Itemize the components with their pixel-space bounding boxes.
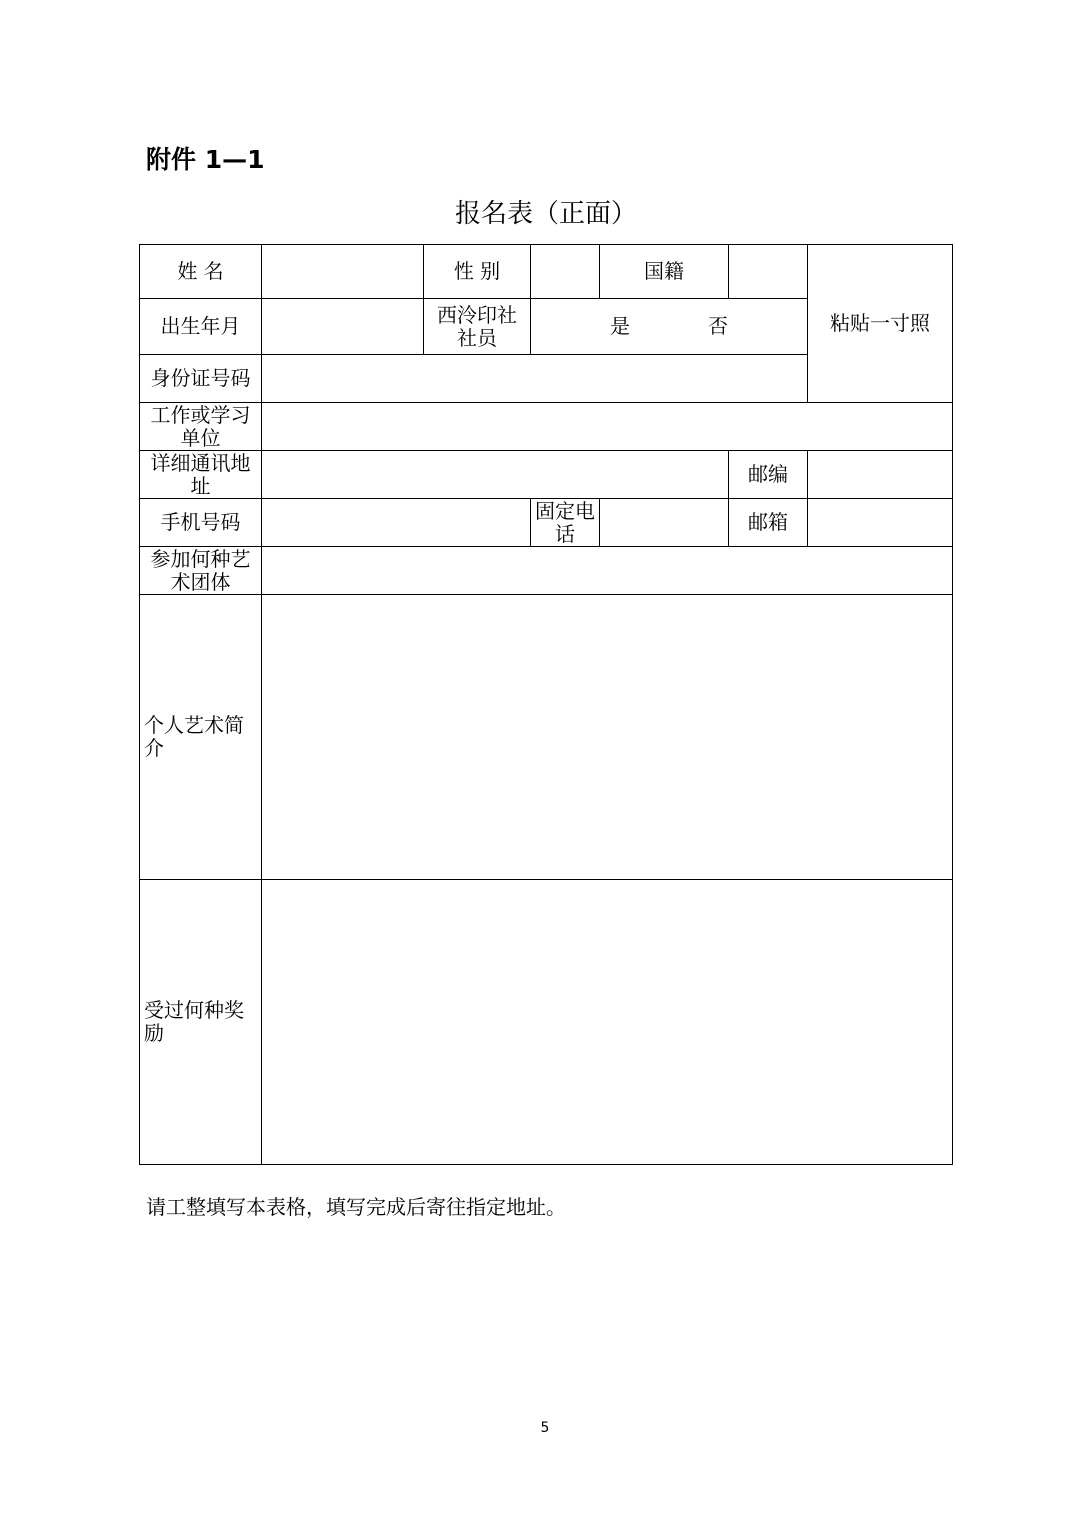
label-mobile: 手机号码 xyxy=(140,499,262,547)
table-row xyxy=(140,547,953,595)
label-photo: 粘贴一寸照 xyxy=(830,311,930,335)
id-number-input-cell[interactable] xyxy=(262,355,808,403)
page-number: 5 xyxy=(540,1420,550,1436)
label-postcode: 邮编 xyxy=(729,451,808,499)
bio-input-cell[interactable] xyxy=(262,595,953,880)
nationality-input-cell[interactable] xyxy=(729,245,808,299)
label-name: 姓 名 xyxy=(140,245,262,299)
registration-form-table xyxy=(139,244,953,1165)
label-art-group: 参加何种艺术团体 xyxy=(140,547,262,595)
label-nationality: 国籍 xyxy=(600,245,729,299)
table-row xyxy=(140,499,953,547)
gender-input-cell[interactable] xyxy=(531,245,600,299)
email-input-cell[interactable] xyxy=(808,499,953,547)
table-row xyxy=(140,595,953,880)
attachment-label: 附件 1—1 xyxy=(146,145,265,174)
footer-note: 请工整填写本表格，填写完成后寄往指定地址。 xyxy=(146,1195,566,1219)
member-choice-cell[interactable] xyxy=(531,299,808,355)
table-row xyxy=(140,451,953,499)
table-row xyxy=(140,245,953,299)
address-input-cell[interactable] xyxy=(262,451,729,499)
label-awards: 受过何种奖励 xyxy=(140,880,262,1165)
work-unit-input-cell[interactable] xyxy=(262,403,953,451)
label-bio: 个人艺术简介 xyxy=(140,595,262,880)
option-yes[interactable]: 是 xyxy=(610,314,630,338)
art-group-input-cell[interactable] xyxy=(262,547,953,595)
photo-box[interactable] xyxy=(808,245,953,403)
label-birth: 出生年月 xyxy=(140,299,262,355)
form-title: 报名表（正面） xyxy=(454,199,637,229)
label-address: 详细通讯地址 xyxy=(140,451,262,499)
label-email: 邮箱 xyxy=(729,499,808,547)
table-row xyxy=(140,880,953,1165)
name-input-cell[interactable] xyxy=(262,245,424,299)
label-xiling-member: 西泠印社社员 xyxy=(424,299,531,355)
table-row xyxy=(140,403,953,451)
landline-input-cell[interactable] xyxy=(600,499,729,547)
label-gender: 性 别 xyxy=(424,245,531,299)
label-id-number: 身份证号码 xyxy=(140,355,262,403)
mobile-input-cell[interactable] xyxy=(262,499,531,547)
birth-input-cell[interactable] xyxy=(262,299,424,355)
label-work-unit: 工作或学习单位 xyxy=(140,403,262,451)
postcode-input-cell[interactable] xyxy=(808,451,953,499)
option-no[interactable]: 否 xyxy=(708,314,728,338)
awards-input-cell[interactable] xyxy=(262,880,953,1165)
label-landline: 固定电话 xyxy=(531,499,600,547)
